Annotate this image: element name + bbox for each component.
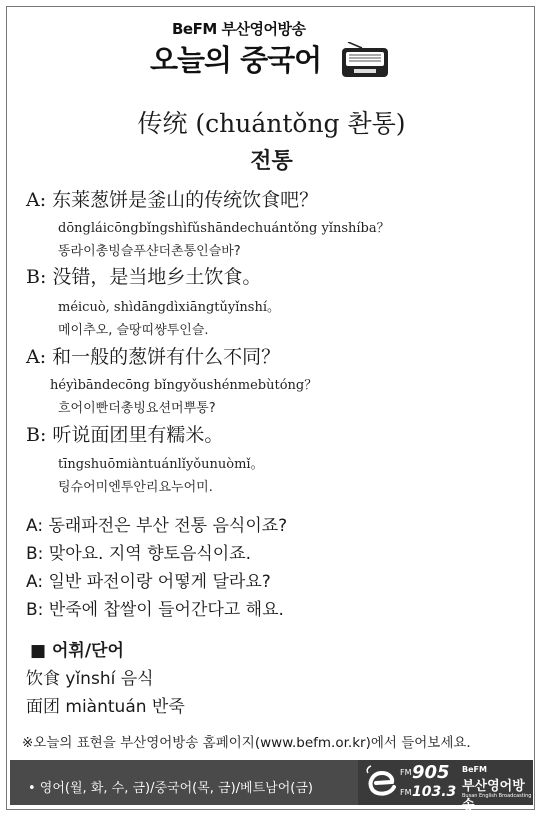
dialogue-line-3-cn: A: 和一般的葱饼有什么不同？: [26, 346, 281, 368]
word-title: 传统 (chuántǒng 촨통): [137, 109, 406, 138]
vocab-heading: ■ 어휘/단어: [30, 641, 124, 661]
e-logo-icon: [364, 765, 400, 799]
korean-line-4: B: 반죽에 찹쌀이 들어간다고 해요.: [26, 600, 284, 620]
befm-label: BeFM: [462, 765, 487, 774]
dialogue-line-4-korean-reading: 팅슈어미엔투안리요누어미.: [58, 480, 213, 495]
station-logo: [358, 760, 533, 813]
dialogue-line-4-cn: B: 听说面团里有糯米。: [26, 424, 224, 446]
radio-icon: [340, 42, 390, 78]
brand-title: 오늘의 중국어: [150, 43, 322, 77]
website-note: ※오늘의 표현을 부산영어방송 홈페이지(www.befm.or.kr)에서 들어보세요.: [22, 735, 471, 751]
dialogue-line-2-pinyin: méicuò, shìdāngdìxiāngtǔyǐnshí。: [58, 300, 280, 315]
footer-bar: [10, 760, 533, 813]
korean-line-3: A: 일반 파전이랑 어떻게 달라요?: [26, 572, 271, 592]
brand-small-label: BeFM 부산영어방송: [172, 20, 306, 38]
frequency-2: 103.3: [412, 784, 457, 800]
fm-label-2: FM: [400, 788, 412, 797]
korean-line-1: A: 동래파전은 부산 전통 음식이죠?: [26, 516, 288, 536]
dialogue-line-1-cn: A: 东莱葱饼是釜山的传统饮食吧？: [26, 189, 319, 211]
broadcast-schedule: • 영어(월, 화, 수, 금)/중국어(목, 금)/베트남어(금): [28, 781, 313, 796]
dialogue-line-1-korean-reading: 똥라이총빙슬푸샨더촌통인슬바?: [58, 244, 241, 259]
dialogue-line-3-korean-reading: 흐어이빤더총빙요션머뿌통?: [58, 401, 216, 416]
vocab-item-1: 饮食 yǐnshí 음식: [26, 669, 154, 689]
station-english-name: Busan English Broadcasting: [462, 793, 532, 799]
dialogue-line-4-pinyin: tīngshuōmiàntuánlǐyǒunuòmǐ。: [58, 457, 264, 472]
fm-label-1: FM: [400, 768, 412, 777]
korean-line-2: B: 맞아요. 지역 향토음식이죠.: [26, 544, 252, 564]
frequency-1: 905: [412, 762, 450, 783]
vocab-item-2: 面团 miàntuán 반죽: [26, 697, 185, 717]
dialogue-line-2-korean-reading: 메이추오, 슬땅띠썅투인슬.: [58, 323, 209, 338]
dialogue-line-1-pinyin: dōngláicōngbǐngshìfǔshāndechuántǒng yǐnshíba？: [58, 221, 390, 236]
word-meaning: 전통: [250, 149, 293, 174]
dialogue-line-2-cn: B: 没错，是当地乡土饮食。: [26, 266, 262, 288]
station-name: 부산영어방송: [462, 779, 525, 813]
dialogue-line-3-pinyin: héyìbāndecōng bǐngyǒushénmebùtóng？: [50, 378, 318, 393]
